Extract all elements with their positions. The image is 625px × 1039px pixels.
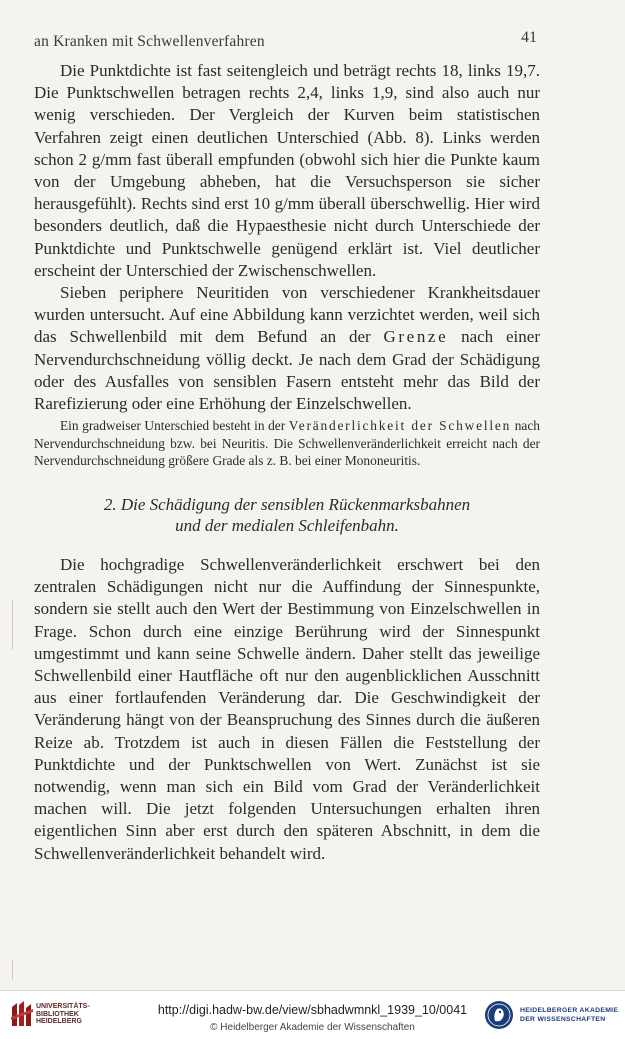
footer-bar [0,990,625,1039]
paragraph-1: Die Punktdichte ist fast seitengleich und beträgt rechts 18, links 19,7. Die Punktschwellen betragen rechts 2,4, links 1,9, sind also auch nur wenig verschieden. Der Vergleich der Kurven beim statistischen Verfahren zeigt einen deutlichen Unterschied (Abb. 8). Links werden schon 2 g/mm fast überall empfunden (obwohl sich hier die Punkte kaum von der Umgebung abheben, hat die Versuchsperson sie sicher herausgefühlt). Rechts sind erst 10 g/mm überall überschwellig. Hier wird besonders deutlich, daß die Hypaesthesie nicht durch Unterschiede der Punktdichte und Punktschwelle genügend erklärt ist. Viel deutlicher erscheint der Unterschied der Zwischenschwellen. [34,61,540,280]
page-number: 41 [521,29,537,46]
margin-artifact [12,960,13,980]
academy-seal-icon[interactable] [484,1000,514,1030]
hdaw-line-1: HEIDELBERGER AKADEMIE [520,1007,619,1014]
paragraph-2-end: nach einer Nervendurchschneidung völlig deckt. Je nach dem Grad der Schädigung oder des Ausfalles von sensiblen Fasern entsteht mehr das Bild der Rarefizierung oder eine Erhöhung der Einzelschwellen. [34,327,540,414]
section-heading-line-1: 2. Die Schädigung der sensiblen Rückenmarksbahnen [103,495,471,515]
section-heading-line-2: und der medialen Schleifenbahn. [175,516,399,536]
body-text [34,60,540,865]
copyright-notice: © Heidelberger Akademie der Wissenschaften [210,1022,415,1033]
running-head: an Kranken mit Schwellenverfahren [34,33,265,50]
spaced-emphasis: Grenze [383,327,449,347]
permalink-url[interactable]: http://digi.hadw-bw.de/view/sbhadwmnkl_1939_10/0041 [157,1003,468,1017]
small-print-note [34,417,540,470]
section-heading [34,494,540,536]
hdaw-line-2: DER WISSENSCHAFTEN [520,1016,606,1023]
uni-line-1: UNIVERSITÄTS- [36,1003,90,1010]
paragraph-2-start: Sieben periphere Neuritiden von verschiedener Krankheitsdauer wurden untersucht. Auf eine Abbildung kann verzichtet werden, weil sich das Schwellenbild mit dem Befund an der [34,283,540,347]
paragraph-2 [34,282,540,415]
note-start: Ein gradweiser Unterschied besteht in der [60,418,289,434]
note-end: nach Nervendurchschneidung bzw. bei Neuritis. Die Schwellenveränderlichkeit erreicht nach der Nervendurchschneidung größere Grade als z. B. bei einer Mononeuritis. [34,418,540,469]
margin-artifact [12,600,13,650]
uni-line-2: BIBLIOTHEK [36,1010,79,1018]
academy-name [520,1006,618,1024]
uni-line-3: HEIDELBERG [36,1018,82,1026]
note-spaced-emphasis: Veränderlichkeit der Schwellen [288,418,512,434]
paragraph-3: Die hochgradige Schwellenveränderlichkeit erschwert bei den zentralen Schädigungen nicht nur die Auffindung der Sinnespunkte, sondern sie stellt auch den Wert der Bestimmung von Einzelschwellen in Frage. Schon durch eine einzige Berührung wird der Sinnespunkt umgestimmt und kann seine Schwelle ändern. Daher stellt das jeweilige Schwellenbild einer Hautfläche oft nur den augenblicklichen Ausschnitt aus einer fortlaufenden Veränderung dar. Die Geschwindigkeit der Veränderung hängt von der Beanspruchung des Sinnes durch die äußeren Reize ab. Trotzdem ist auch in diesen Fällen die Feststellung der Punktdichte und der Punktschwellen von Wert. Zunächst ist sie notwendig, wenn man sich ein Bild vom Grad der Veränderlichkeit machen will. Die jetzt folgenden Untersuchungen erhalten ihren eigentlichen Sinn aber erst durch den späteren Abschnitt, in dem die Schwellenveränderlichkeit behandelt wird. [34,555,540,863]
